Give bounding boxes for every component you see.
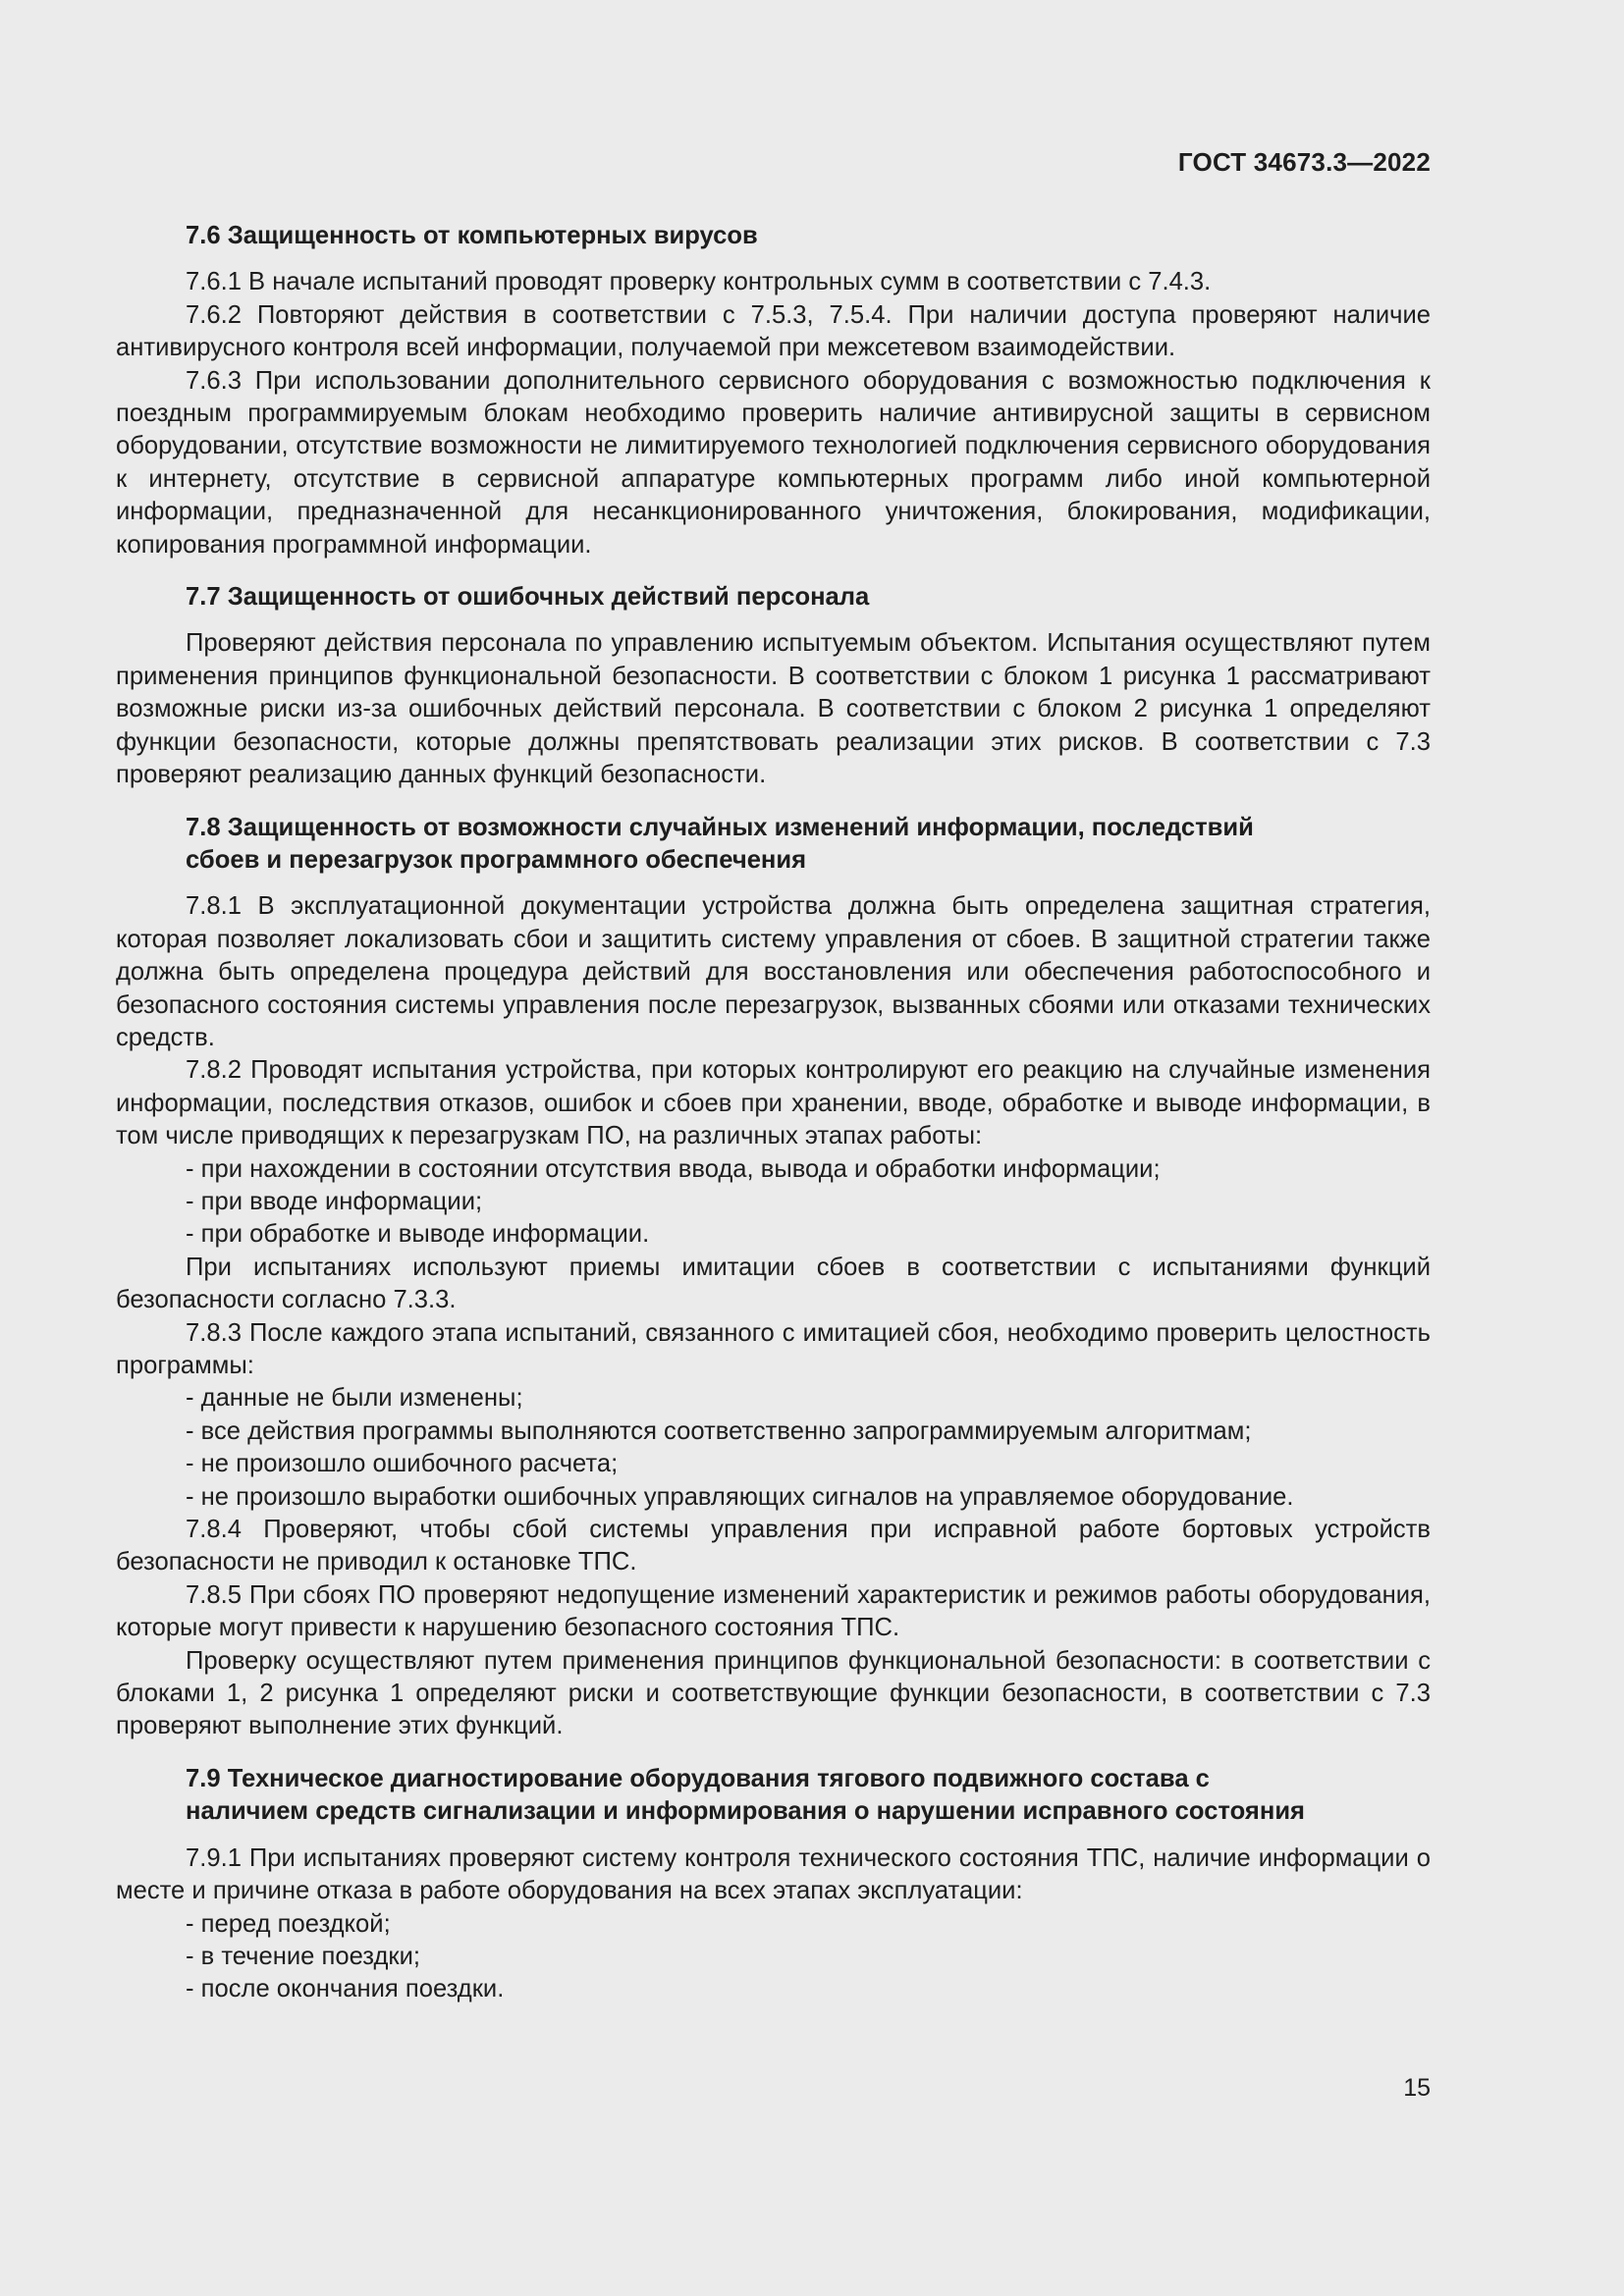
- section-heading: [116, 1763, 1431, 1829]
- paragraph-7-6-3: 7.6.3 При использовании дополнительного сервисного оборудования с возможностью подключения к поездным программируемым блокам необходимо проверить наличие антивирусной защиты в сервисном оборудовании, отсутствие возможности не лимитируемого технологией подключения сервисного оборудования к интернету, отсутствие в сервисной аппаратуре компьютерных программ либо иной компьютерной информации, предназначенной для несанкционированного уничтожения, блокирования, модификации, копирования программной информации.: [116, 366, 1431, 559]
- section-heading-line: 7.8 Защищенность от возможности случайных изменений информации, последствий: [186, 813, 1254, 841]
- paragraph-7-9-1: 7.9.1 При испытаниях проверяют систему контроля технического состояния ТПС, наличие информации о месте и причине отказа в работе оборудования на всех этапах эксплуатации:: [116, 1843, 1431, 1905]
- section-heading: 7.7 Защищенность от ошибочных действий персонала: [186, 583, 870, 612]
- paragraph-7-8-5: 7.8.5 При сбоях ПО проверяют недопущение изменений характеристик и режимов работы оборудования, которые могут привести к нарушению безопасного состояния ТПС.: [116, 1580, 1431, 1642]
- paragraph-7-8-1: 7.8.1 В эксплуатационной документации устройства должна быть определена защитная стратегия, которая позволяет локализовать сбои и защитить систему управления от сбоев. В защитной стратегии также должна быть определена процедура действий для восстановления или обеспечения работоспособного и безопасного состояния системы управления после перезагрузок, вызванных сбоями или отказами технических средств.: [116, 892, 1431, 1051]
- list-item: - после окончания поездки.: [186, 1975, 505, 2003]
- document-body: [116, 220, 1431, 2026]
- paragraph-7-6-2: 7.6.2 Повторяют действия в соответствии с 7.5.3, 7.5.4. При наличии доступа проверяют наличие антивирусного контроля всей информации, получаемой при межсетевом взаимодействии.: [116, 300, 1431, 362]
- list-item: - все действия программы выполняются соответственно запрограммируемым алгоритмам;: [186, 1416, 1252, 1445]
- list-item: - при вводе информации;: [186, 1187, 483, 1215]
- section-heading-line: сбоев и перезагрузок программного обеспечения: [186, 845, 807, 874]
- document-code: ГОСТ 34673.3—2022: [1177, 147, 1431, 177]
- paragraph-7-6-1: 7.6.1 В начале испытаний проводят проверку контрольных сумм в соответствии с 7.4.3.: [186, 268, 1212, 296]
- section-heading-line: наличием средств сигнализации и информирования о нарушении исправного состояния: [186, 1797, 1305, 1826]
- list-item: - при обработке и выводе информации.: [186, 1220, 650, 1249]
- list-item: - данные не были изменены;: [186, 1384, 523, 1413]
- paragraph-7-8-4: 7.8.4 Проверяют, чтобы сбой системы управления при исправной работе бортовых устройств безопасности не приводил к остановке ТПС.: [116, 1516, 1431, 1576]
- page-number: 15: [1403, 2074, 1431, 2102]
- section-7-6: [116, 220, 1431, 561]
- list-item: - при нахождении в состоянии отсутствия ввода, вывода и обработки информации;: [186, 1154, 1161, 1183]
- section-heading: [116, 812, 1431, 878]
- section-heading: 7.6 Защищенность от компьютерных вирусов: [186, 222, 758, 249]
- list-item: - в течение поездки;: [186, 1942, 420, 1970]
- paragraph-7-8-2: 7.8.2 Проводят испытания устройства, при которых контролируют его реакцию на случайные изменения информации, последствия отказов, ошибок и сбоев при хранении, вводе, обработке и выводе информации, в том числе приводящих к перезагрузкам ПО, на различных этапах работы:: [116, 1056, 1431, 1150]
- list-item: - не произошло ошибочного расчета;: [186, 1450, 619, 1478]
- paragraph-7-8-5-note: Проверку осуществляют путем применения принципов функциональной безопасности: в соответствии с блоками 1, 2 рисунка 1 определяют риски и соответствующие функции безопасности, в соответствии с 7.3 проверяют выполнение этих функций.: [116, 1646, 1431, 1740]
- paragraph-7-8-3: 7.8.3 После каждого этапа испытаний, связанного с имитацией сбоя, необходимо проверить целостность программы:: [116, 1318, 1431, 1379]
- list-item: - не произошло выработки ошибочных управляющих сигналов на управляемое оборудование.: [186, 1482, 1294, 1511]
- paragraph-7-8-2-note: При испытаниях используют приемы имитации сбоев в соответствии с испытаниями функций безопасности согласно 7.3.3.: [116, 1253, 1431, 1314]
- paragraph-7-7: Проверяют действия персонала по управлению испытуемым объектом. Испытания осуществляют путем применения принципов функциональной безопасности. В соответствии с блоком 1 рисунка 1 рассматривают возможные риски из-за ошибочных действий персонала. В соответствии с блоком 2 рисунка 1 определяют функции безопасности, которые должны препятствовать реализации этих рисков. В соответствии с 7.3 проверяют реализацию данных функций безопасности.: [116, 629, 1431, 789]
- section-7-7: [116, 581, 1431, 791]
- section-heading-line: 7.9 Техническое диагностирование оборудования тягового подвижного состава с: [186, 1764, 1210, 1792]
- section-7-8: [116, 812, 1431, 1743]
- list-item: - перед поездкой;: [186, 1909, 391, 1938]
- section-7-9: [116, 1763, 1431, 2006]
